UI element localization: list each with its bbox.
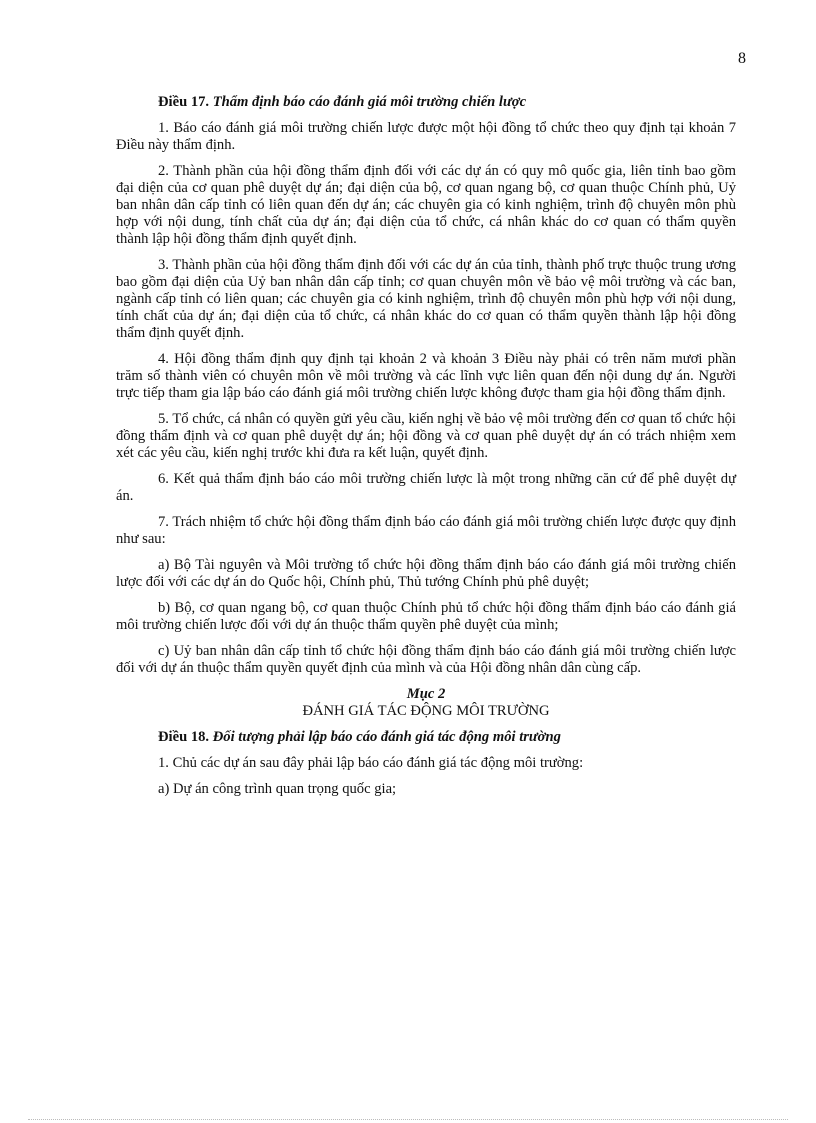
- article-17-clause-3: 3. Thành phần của hội đồng thẩm định đối với các dự án của tỉnh, thành phố trực thuộc trung ương bao gồm đại diện của Uỷ ban nhân dân cấp tỉnh; cơ quan chuyên môn về bảo vệ môi trường và các ban, ngành cấp tỉnh có liên quan; các chuyên gia có kinh nghiệm, trình độ chuyên môn phù hợp với nội dung, tính chất của dự án; đại diện của tổ chức, cá nhân khác do cơ quan có thẩm quyền thành lập hội đồng thẩm định quyết định.: [116, 257, 736, 341]
- article-17-clause-6: 6. Kết quả thẩm định báo cáo môi trường chiến lược là một trong những căn cứ để phê duyệt dự án.: [116, 471, 736, 504]
- page-bottom-border: [28, 1119, 788, 1120]
- article-18-clause-1: 1. Chủ các dự án sau đây phải lập báo cáo đánh giá tác động môi trường:: [158, 755, 584, 771]
- article-18-title: Đối tượng phải lập báo cáo đánh giá tác động môi trường: [212, 729, 561, 745]
- article-17-clause-7c: c) Uỷ ban nhân dân cấp tỉnh tổ chức hội đồng thẩm định báo cáo đánh giá môi trường chiến lược đối với dự án thuộc thẩm quyền quyết định của mình và của Hội đồng nhân dân cùng cấp.: [116, 643, 736, 676]
- page-number: 8: [738, 50, 746, 67]
- article-17-clause-5: 5. Tổ chức, cá nhân có quyền gửi yêu cầu, kiến nghị về bảo vệ môi trường đến cơ quan tổ chức hội đồng thẩm định và cơ quan phê duyệt dự án; hội đồng và cơ quan phê duyệt dự án có trách nhiệm xem xét các yêu cầu, kiến nghị trước khi đưa ra kết luận, quyết định.: [116, 411, 736, 461]
- article-17-clause-7: 7. Trách nhiệm tổ chức hội đồng thẩm định báo cáo đánh giá môi trường chiến lược được quy định như sau:: [116, 514, 736, 547]
- article-18-clause-1a: a) Dự án công trình quan trọng quốc gia;: [158, 781, 397, 797]
- document-body: [116, 94, 736, 807]
- article-18-heading: [158, 729, 736, 746]
- article-17-clause-7a: a) Bộ Tài nguyên và Môi trường tổ chức hội đồng thẩm định báo cáo đánh giá môi trường chiến lược đối với các dự án do Quốc hội, Chính phủ, Thủ tướng Chính phủ phê duyệt;: [116, 557, 736, 590]
- article-17-heading: [158, 94, 736, 111]
- section-title: ĐÁNH GIÁ TÁC ĐỘNG MÔI TRƯỜNG: [302, 703, 550, 719]
- section-label: Mục 2: [406, 686, 446, 702]
- article-17-clause-4: 4. Hội đồng thẩm định quy định tại khoản 2 và khoản 3 Điều này phải có trên năm mươi phần trăm số thành viên có chuyên môn về môi trường và các lĩnh vực liên quan đến nội dung dự án. Người trực tiếp tham gia lập báo cáo đánh giá môi trường chiến lược không được tham gia hội đồng thẩm định.: [116, 351, 736, 401]
- article-17-clause-7b: b) Bộ, cơ quan ngang bộ, cơ quan thuộc Chính phủ tổ chức hội đồng thẩm định báo cáo đánh giá môi trường chiến lược đối với dự án thuộc thẩm quyền phê duyệt của mình;: [116, 600, 736, 633]
- article-17-clause-1: 1. Báo cáo đánh giá môi trường chiến lược được một hội đồng tổ chức theo quy định tại khoản 7 Điều này thẩm định.: [116, 120, 736, 153]
- article-17-label: Điều 17.: [158, 94, 210, 110]
- article-18-label: Điều 18.: [158, 729, 210, 745]
- article-17-clause-2: 2. Thành phần của hội đồng thẩm định đối với các dự án có quy mô quốc gia, liên tỉnh bao gồm đại diện của cơ quan phê duyệt dự án; đại diện của bộ, cơ quan ngang bộ, cơ quan thuộc Chính phủ, Uỷ ban nhân dân cấp tỉnh có liên quan đến dự án; các chuyên gia có kinh nghiệm, trình độ chuyên môn phù hợp với nội dung, tính chất của dự án; đại diện của tổ chức, cá nhân khác do cơ quan có thẩm quyền thành lập hội đồng thẩm định quyết định.: [116, 163, 736, 247]
- article-17-title: Thẩm định báo cáo đánh giá môi trường chiến lược: [212, 94, 527, 110]
